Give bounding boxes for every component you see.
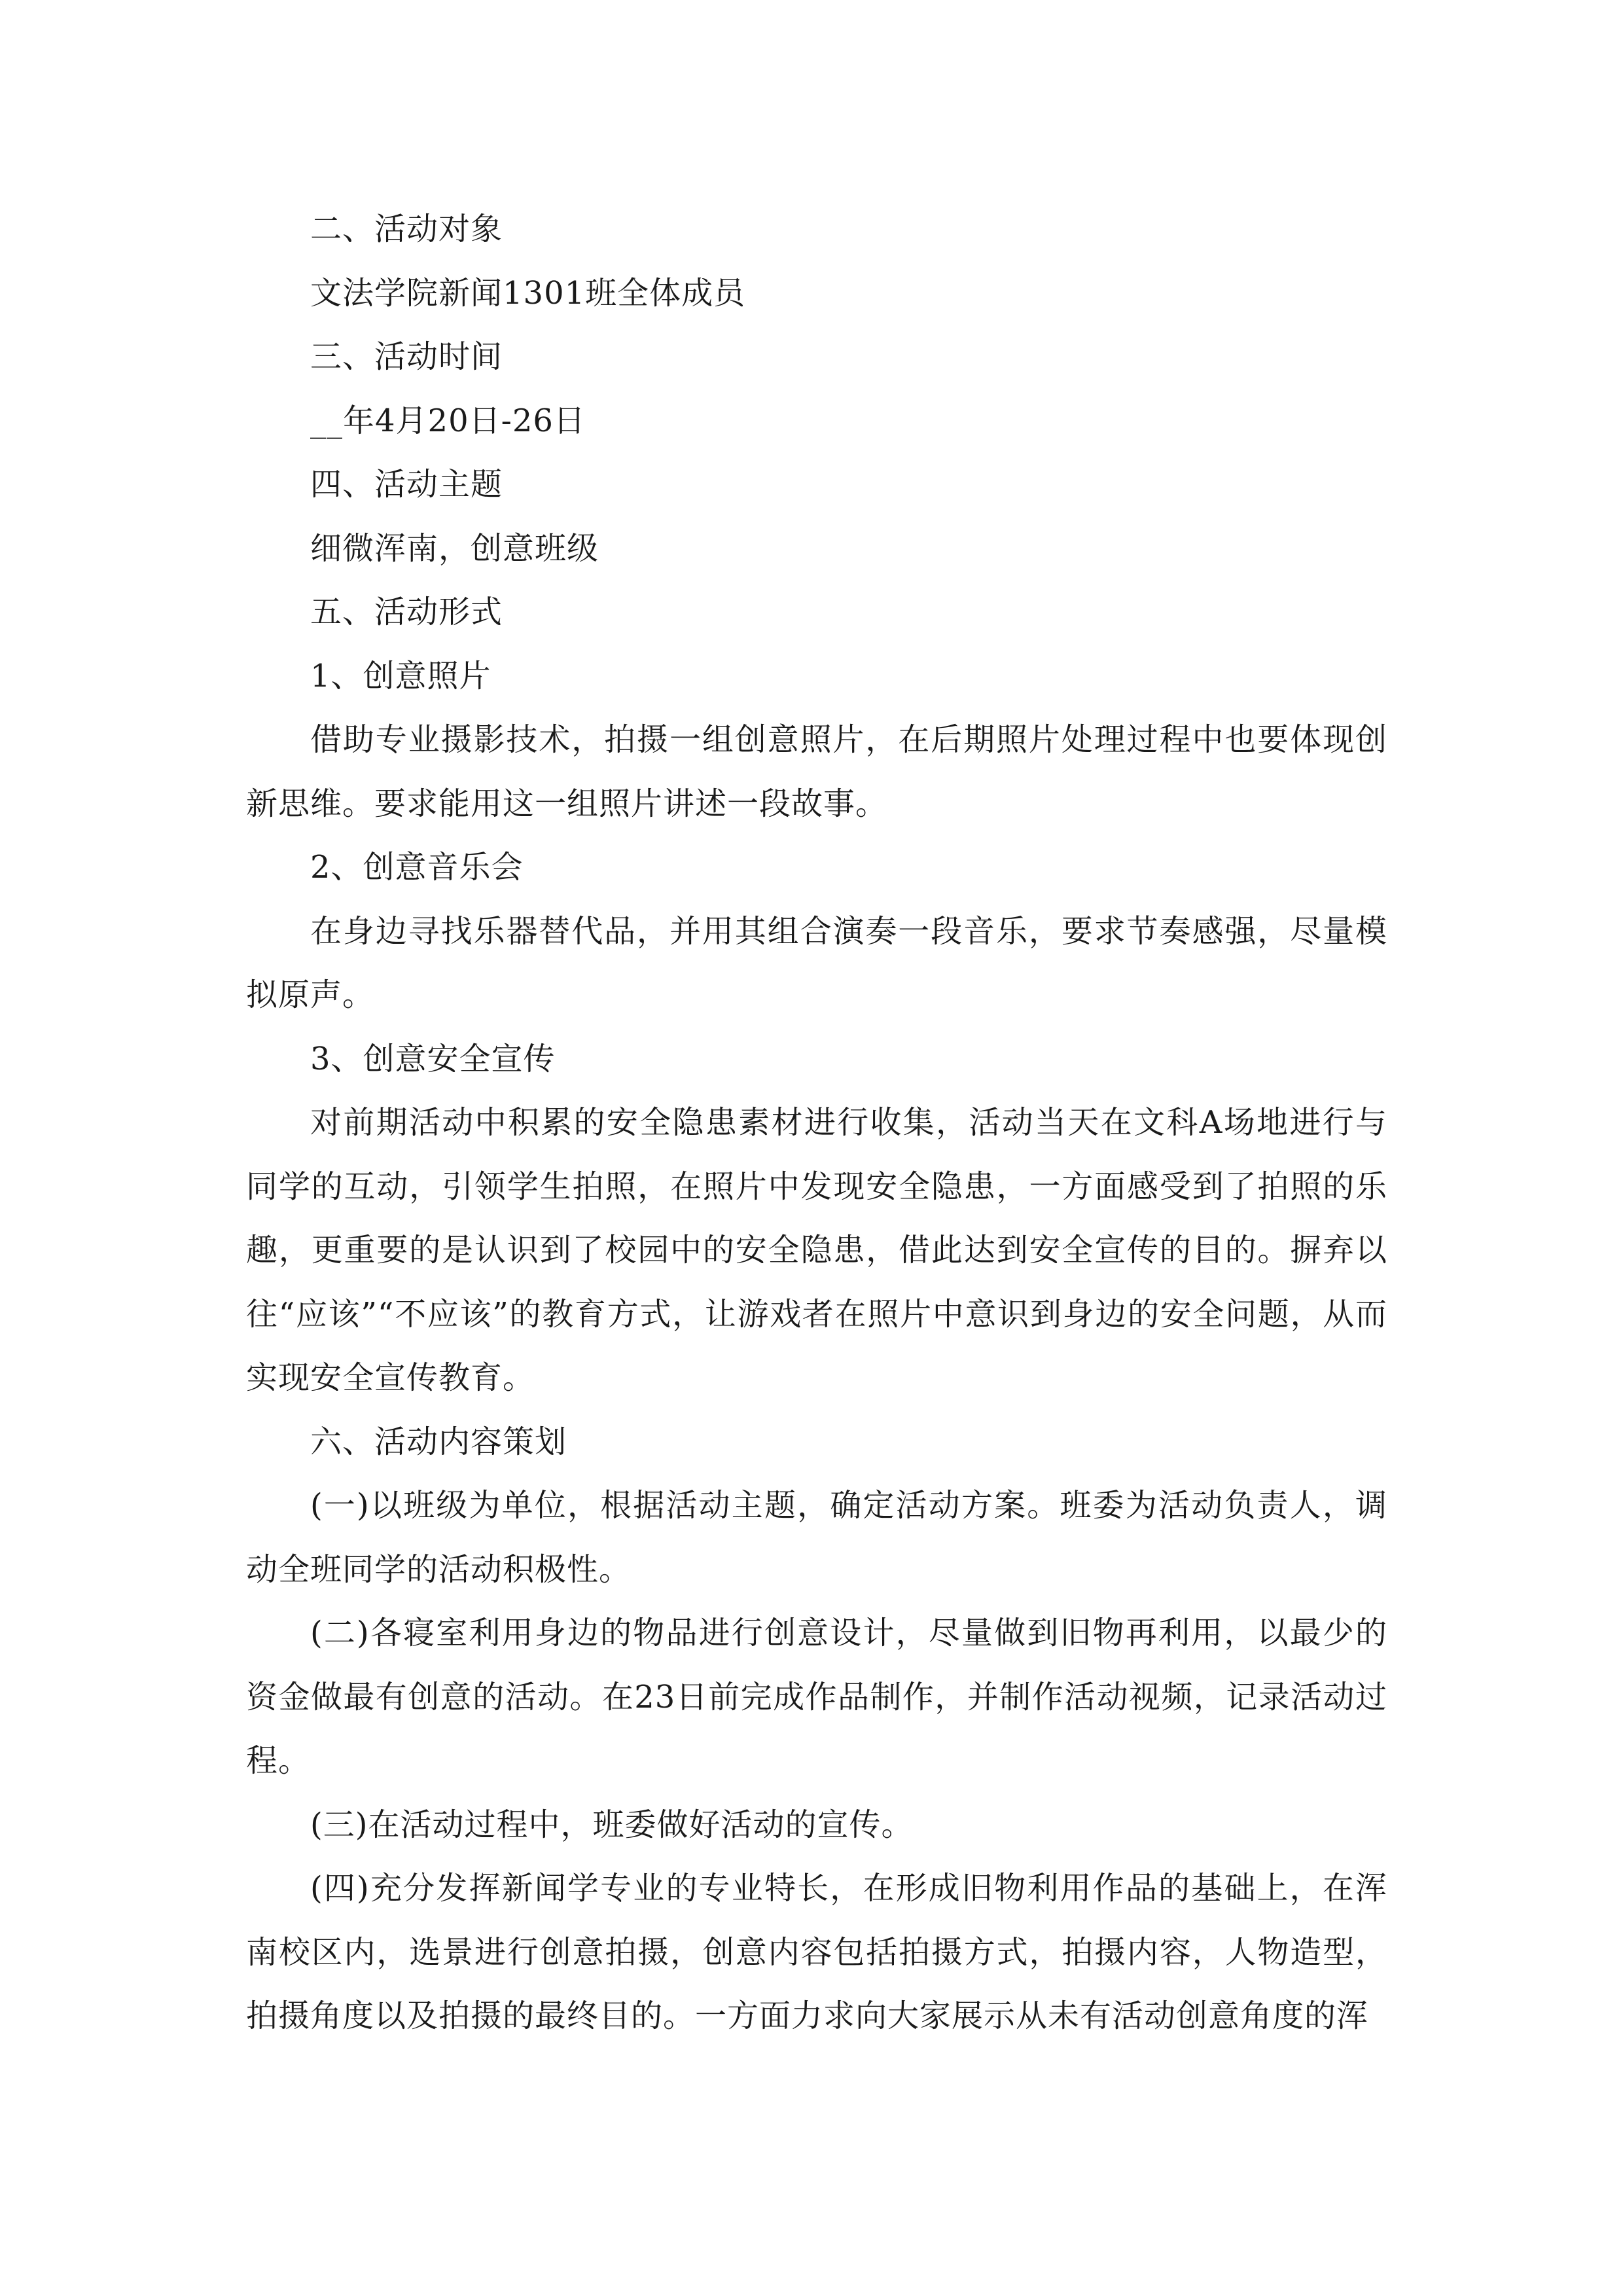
document-body [246, 198, 1387, 2049]
paragraph-safety-promotion: 对前期活动中积累的安全隐患素材进行收集，活动当天在文科A场地进行与同学的互动，引领学生拍照，在照片中发现安全隐患，一方面感受到了拍照的乐趣，更重要的是认识到了校园中的安全隐患，借此达到安全宣传的目的。摒弃以往“应该”“不应该”的教育方式，让游戏者在照片中意识到身边的安全问题，从而实现安全宣传教育。 [246, 1104, 1387, 1396]
section-heading-format: 五、活动形式 [310, 594, 503, 630]
paragraph-plan-item-3: (三)在活动过程中，班委做好活动的宣传。 [310, 1806, 914, 1843]
subheading-creative-concert: 2、创意音乐会 [310, 849, 524, 886]
paragraph-activity-date: __年4月20日-26日 [310, 402, 586, 439]
paragraph-target-audience: 文法学院新闻1301班全体成员 [310, 274, 746, 312]
paragraph-plan-item-2: (二)各寝室利用身边的物品进行创意设计，尽量做到旧物再利用，以最少的资金做最有创意的活动。在23日前完成作品制作，并制作活动视频，记录活动过程。 [246, 1615, 1387, 1779]
section-heading-target: 二、活动对象 [310, 211, 503, 247]
paragraph-theme: 细微浑南，创意班级 [310, 529, 599, 567]
section-heading-planning: 六、活动内容策划 [310, 1423, 567, 1460]
paragraph-plan-item-1: (一)以班级为单位，根据活动主题，确定活动方案。班委为活动负责人，调动全班同学的活动积极性。 [246, 1487, 1387, 1588]
subheading-safety-promotion: 3、创意安全宣传 [310, 1040, 556, 1077]
paragraph-plan-item-4: (四)充分发挥新闻学专业的专业特长，在形成旧物利用作品的基础上，在浑南校区内，选景进行创意拍摄，创意内容包括拍摄方式，拍摄内容，人物造型，拍摄角度以及拍摄的最终目的。一方面力求向大家展示从未有活动创意角度的浑 [246, 1870, 1387, 2034]
paragraph-creative-concert: 在身边寻找乐器替代品，并用其组合演奏一段音乐，要求节奏感强，尽量模拟原声。 [246, 912, 1387, 1013]
subheading-creative-photos: 1、创意照片 [310, 657, 491, 694]
section-heading-time: 三、活动时间 [310, 338, 503, 375]
paragraph-creative-photos: 借助专业摄影技术，拍摄一组创意照片，在后期照片处理过程中也要体现创新思维。要求能用这一组照片讲述一段故事。 [246, 721, 1387, 822]
section-heading-theme: 四、活动主题 [310, 466, 503, 503]
